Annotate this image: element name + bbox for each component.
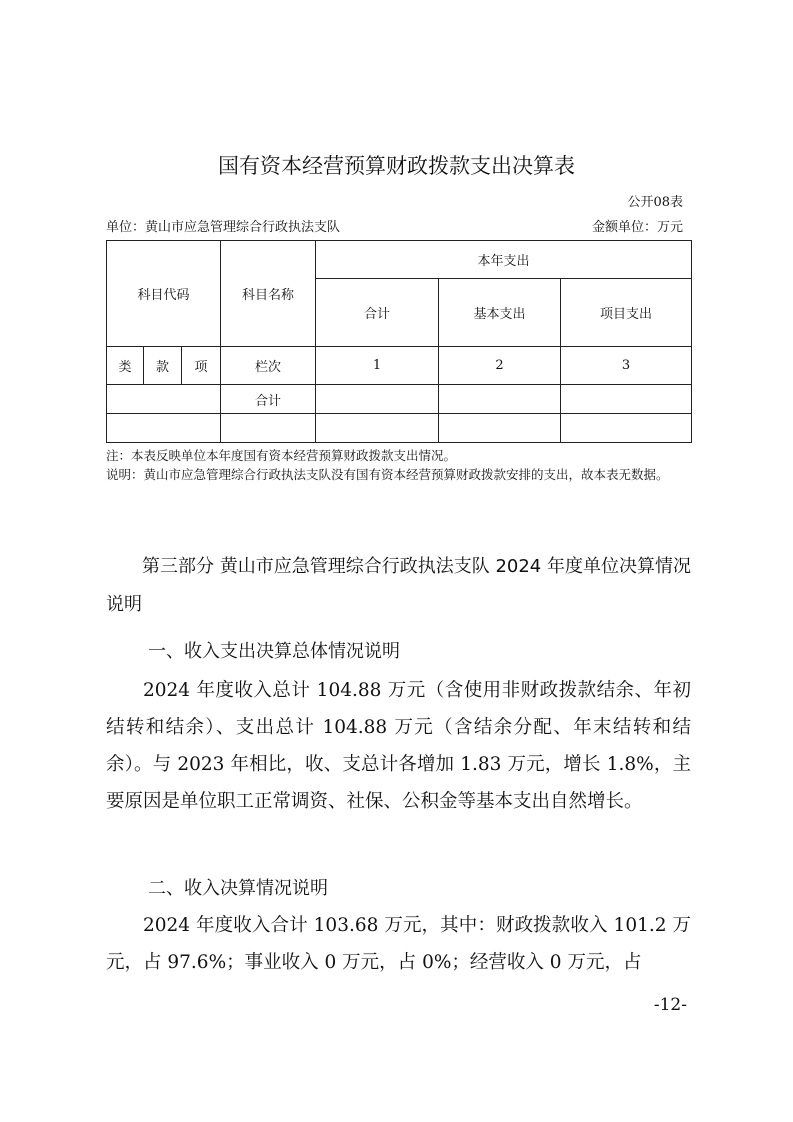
header-subject-code: 科目代码 [107,241,221,347]
header-subject-name: 科目名称 [221,241,316,347]
table-notes [106,446,691,484]
empty-cell [439,414,561,443]
table-row-total [107,385,692,414]
amount-unit: 金额单位：万元 [591,220,683,235]
subsection-heading-2: 二、收入决算情况说明 [148,878,328,899]
subsection-heading-1: 一、收入支出决算总体情况说明 [148,641,400,662]
header-current-year-expenditure: 本年支出 [316,241,692,279]
col-no-2: 2 [439,347,561,385]
empty-cell [107,414,221,443]
reporting-unit: 单位：黄山市应急管理综合行政执法支队 [106,220,341,235]
col-no-1: 1 [316,347,439,385]
subsection-paragraph-2: 2024 年度收入合计 103.68 万元，其中：财政拨款收入 101.2 万元，占 97.6%；事业收入 0 万元，占 0%；经营收入 0 万元，占 [106,915,691,973]
row-total-label: 合计 [221,385,316,414]
table-row-empty [107,414,692,443]
empty-cell [561,385,692,414]
col-class: 类 [107,347,144,385]
col-no-3: 3 [561,347,692,385]
table-title: 国有资本经营预算财政拨款支出决算表 [218,154,575,178]
empty-cell [221,414,316,443]
header-basic-expenditure: 基本支出 [439,279,561,347]
budget-table [106,240,692,443]
empty-cell [439,385,561,414]
empty-cell [107,385,221,414]
header-total: 合计 [316,279,439,347]
part3-heading: 第三部分 黄山市应急管理综合行政执法支队 2024 年度单位决算情况说明 [106,556,691,615]
col-column-no: 栏次 [221,347,316,385]
empty-cell [316,414,439,443]
empty-cell [561,414,692,443]
header-project-expenditure: 项目支出 [561,279,692,347]
explanation-text: 说明：黄山市应急管理综合行政执法支队没有国有资本经营预算财政拨款安排的支出，故本表无数据。 [106,467,669,482]
note-text: 注：本表反映单位本年度国有资本经营预算财政拨款支出情况。 [106,448,457,463]
table-number: 公开08表 [627,195,683,210]
page-number: -12- [653,995,687,1015]
col-item: 项 [182,347,221,385]
col-section: 款 [144,347,182,385]
empty-cell [316,385,439,414]
subsection-paragraph-1: 2024 年度收入总计 104.88 万元（含使用非财政拨款结余、年初结转和结余）、支出总计 104.88 万元（含结余分配、年末结转和结余）。与 2023 年相比，收、支总计各增加 1.83 万元，增长 1.8%，主要原因是单位职工正常调资、社保、公积金等基本支出自然增长。 [106,680,691,812]
